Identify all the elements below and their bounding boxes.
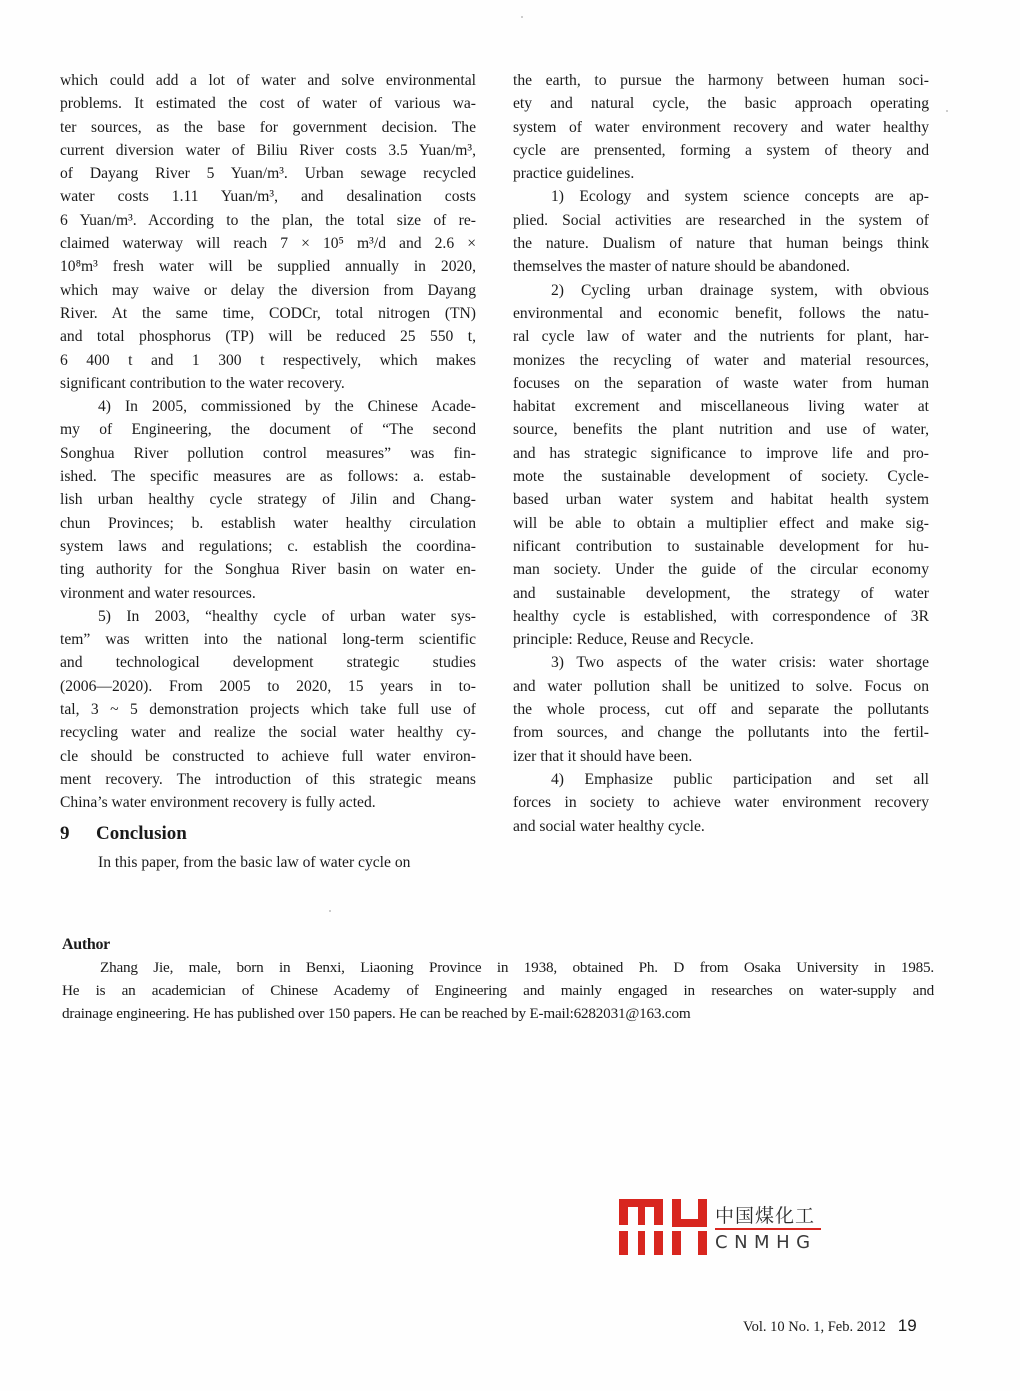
- section-title: Conclusion: [96, 822, 187, 844]
- text-line: the nature. Dualism of nature that human beings think: [513, 235, 929, 253]
- text-line: 2) Cycling urban drainage system, with obvious: [551, 281, 929, 299]
- text-line: plied. Social activities are researched in the system of: [513, 211, 929, 229]
- text-line: recycling water and realize the social water healthy cy-: [60, 724, 476, 742]
- text-line: (2006—2020). From 2005 to 2020, 15 years in to-: [60, 677, 476, 695]
- text-line: my of Engineering, the document of “The second: [60, 421, 476, 439]
- text-line: focuses on the separation of waste water from human: [513, 374, 929, 392]
- text-line: water costs 1.11 Yuan/m³, and desalination costs: [60, 188, 476, 206]
- left-column: [60, 69, 476, 874]
- text-line: tem” was written into the national long-term scientific: [60, 631, 476, 649]
- text-line: chun Provinces; b. establish water healthy circulation: [60, 514, 476, 532]
- text-line: system laws and regulations; c. establish the coordina-: [60, 537, 476, 555]
- logo-m-left-lower: [619, 1231, 628, 1255]
- text-line: lish urban healthy cycle strategy of Jilin and Chang-: [60, 491, 476, 509]
- author-text-line: Zhang Jie, male, born in Benxi, Liaoning Province in 1938, obtained Ph. D from Osaka University in 1985.: [100, 959, 934, 976]
- text-line: habitat excrement and miscellaneous living water at: [513, 398, 929, 416]
- text-line: Songhua River pollution control measures” was fin-: [60, 444, 476, 462]
- text-line: which may waive or delay the diversion from Dayang: [60, 281, 476, 299]
- text-line: nificant contribution to sustainable development for hu-: [513, 537, 929, 555]
- text-line: of Dayang River 5 Yuan/m³. Urban sewage recycled: [60, 165, 476, 183]
- text-line: ter sources, as the base for government decision. The: [60, 118, 476, 136]
- text-line: tal, 3 ~ 5 demonstration projects which take full use of: [60, 701, 476, 719]
- logo-m-middle-upper: [638, 1199, 645, 1225]
- text-line: will be able to obtain a multiplier effect and make sig-: [513, 514, 929, 532]
- text-line: 10⁸m³ fresh water will be supplied annually in 2020,: [60, 258, 476, 276]
- text-line: ished. The specific measures are as follows: a. estab-: [60, 468, 476, 486]
- text-line: cycle are prensented, forming a system of theory and: [513, 141, 929, 159]
- text-line: In this paper, from the basic law of water cycle on: [98, 853, 411, 871]
- text-line: 3) Two aspects of the water crisis: water shortage: [551, 654, 929, 672]
- text-line: the earth, to pursue the harmony between human soci-: [513, 72, 929, 89]
- text-line: healthy cycle is established, with correspondence of 3R: [513, 607, 929, 625]
- text-line: ety and natural cycle, the basic approach operating: [513, 95, 929, 113]
- text-line: 6 400 t and 1 300 t respectively, which makes: [60, 351, 476, 369]
- logo-m-middle-lower: [638, 1231, 645, 1255]
- text-line: and sustainable development, the strategy of water: [513, 584, 929, 602]
- text-line: claimed waterway will reach 7 × 10⁵ m³/d and 2.6 ×: [60, 235, 476, 253]
- text-line: environmental and economic benefit, follows the natu-: [513, 304, 929, 322]
- mh-logo-mark-icon: [619, 1199, 707, 1255]
- logo-h-right-upper: [698, 1199, 707, 1225]
- text-line: practice guidelines.: [513, 165, 635, 183]
- logo-m-right-lower: [654, 1231, 663, 1255]
- text-line: cle should be constructed to achieve full water environ-: [60, 747, 476, 765]
- text-line: and technological development strategic studies: [60, 654, 476, 672]
- text-line: ral cycle law of water and the nutrients for plant, har-: [513, 328, 929, 346]
- text-line: izer that it should have been.: [513, 747, 693, 765]
- text-line: which could add a lot of water and solve environmental: [60, 72, 476, 89]
- logo-chinese-name: 中国煤化工: [715, 1205, 816, 1227]
- text-line: vironment and water resources.: [60, 584, 256, 602]
- text-line: China’s water environment recovery is fully acted.: [60, 794, 376, 812]
- author-text-line: drainage engineering. He has published over 150 papers. He can be reached by E-mail:6282031@163.com: [62, 1005, 691, 1022]
- text-line: River. At the same time, CODCr, total nitrogen (TN): [60, 304, 476, 322]
- logo-m-right-upper: [654, 1199, 663, 1225]
- section-number: 9: [60, 822, 70, 844]
- text-line: the whole process, cut off and separate the pollutants: [513, 701, 929, 719]
- text-line: themselves the master of nature should be abandoned.: [513, 258, 850, 276]
- author-bio: [62, 934, 934, 1025]
- text-line: principle: Reduce, Reuse and Recycle.: [513, 631, 754, 649]
- author-text-line: He is an academician of Chinese Academy of Engineering and mainly engaged in researches on water-supply and: [62, 982, 934, 999]
- text-line: problems. It estimated the cost of water of various wa-: [60, 95, 476, 113]
- text-line: ment recovery. The introduction of this strategic means: [60, 770, 476, 788]
- text-line: from sources, and change the pollutants into the fertil-: [513, 724, 929, 742]
- text-line: man society. Under the guide of the circular economy: [513, 561, 929, 579]
- text-line: monizes the recycling of water and material resources,: [513, 351, 929, 369]
- text-line: forces in society to achieve water environment recovery: [513, 794, 929, 812]
- author-heading: Author: [62, 936, 110, 953]
- logo-divider: [715, 1228, 821, 1230]
- logo-h-left-lower: [672, 1231, 681, 1255]
- text-line: 4) In 2005, commissioned by the Chinese Acade-: [98, 398, 476, 416]
- text-line: mote the sustainable development of society. Cycle-: [513, 468, 929, 486]
- right-column: [513, 69, 929, 838]
- scan-speck: [521, 16, 523, 18]
- text-line: 5) In 2003, “healthy cycle of urban water sys-: [98, 607, 476, 625]
- scan-speck: [329, 910, 331, 912]
- text-line: 1) Ecology and system science concepts are ap-: [551, 188, 929, 206]
- publisher-logo: [619, 1199, 829, 1259]
- text-line: and total phosphorus (TP) will be reduced 25 550 t,: [60, 328, 476, 346]
- text-line: and social water healthy cycle.: [513, 817, 705, 835]
- text-line: ting authority for the Songhua River basin on water en-: [60, 561, 476, 579]
- text-line: system of water environment recovery and water healthy: [513, 118, 929, 136]
- issue-info: Vol. 10 No. 1, Feb. 2012: [743, 1319, 886, 1335]
- text-line: 6 Yuan/m³. According to the plan, the total size of re-: [60, 211, 476, 229]
- text-line: 4) Emphasize public participation and set all: [551, 770, 929, 788]
- text-line: significant contribution to the water recovery.: [60, 374, 345, 392]
- text-line: and water pollution shall be unitized to solve. Focus on: [513, 677, 929, 695]
- page-footer: [743, 1316, 917, 1336]
- text-line: source, benefits the plant nutrition and use of water,: [513, 421, 929, 439]
- text-line: current diversion water of Biliu River costs 3.5 Yuan/m³,: [60, 141, 476, 159]
- section-heading: [60, 817, 476, 851]
- logo-h-right-lower: [698, 1231, 707, 1255]
- text-line: based urban water system and habitat health system: [513, 491, 929, 509]
- logo-m-left-upper: [619, 1199, 628, 1225]
- logo-english-name: CNMHG: [715, 1232, 817, 1253]
- page-number: 19: [897, 1316, 917, 1335]
- scan-speck: [946, 110, 948, 112]
- text-line: and has strategic significance to improve life and pro-: [513, 444, 929, 462]
